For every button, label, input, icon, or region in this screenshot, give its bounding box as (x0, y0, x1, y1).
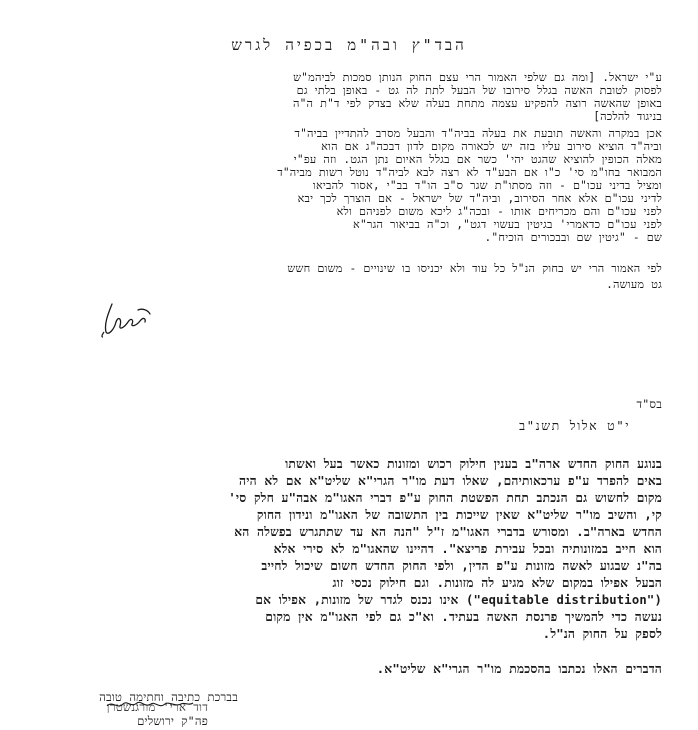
section2-date-label: בס"ד (636, 397, 662, 411)
section2-line: החדש בארה"ב. ומסורש בדברי האגו"מ ז"ל "הנה הא עד שתתגרש בפשלה הא (234, 525, 662, 539)
handwritten-signature-1 (98, 296, 158, 338)
section1-line: אכן במקרה והאשה תובעת את בעלה בביה"ד והבעל מסרב להתדיין בביה"ד (294, 127, 662, 140)
closing-blessing: בברכת כתיבה וחתימה טובה (99, 690, 238, 704)
section1-line: לפסוק לטובת האשה בגלל סירובו של הבעל לתת לה גט - באופן בלתי גם (296, 84, 662, 97)
section1-line: וביה"ד הוציא סירוב עליו בזה יש לכאורה מקום לדון דבכה"ג אם הוא (321, 140, 662, 153)
section2-line: לספק על החוק הנ"ל. (542, 627, 662, 641)
section1-line: ומציל בדיני עכו"ם - וזה מסתו"ת שגר ס"ב הו"ד בב"י ,אסור להביאו (312, 179, 662, 192)
section2-note: הדברים האלו נכתבו בהסכמת מו"ר הגרי"א שליט"א. (376, 662, 662, 676)
section2-line: נעשה כדי להמשיך פרנסת האשה בעתיד. וא"כ גם לפי האגו"מ אין מקום (265, 610, 662, 624)
section1-closing-line: לפי האמור הרי יש בחוק הנ"ל כל עוד ולא יכניסו בו שינויים - משום חשש (287, 262, 662, 275)
section2-line: קי, והשיב מו"ר שליט"א שאין שייכות בין התשובה של האגו"מ ונידון החוק (256, 508, 662, 522)
section2-line: מקום לחשוש גם הנכתב תחת הפשטת החוק ע"פ דברי האגו"מ אבה"ע חלק סי' (228, 491, 662, 505)
section2-date: י"ט אלול תשנ"ב (519, 418, 630, 433)
section2-line: באים להפרד ע"פ ערכאותיהם, שאלו דעת מו"ר הגרי"א שליט"א אם לא היה (239, 474, 662, 488)
section1-line: מאלה הכופין להוציא שהגט יהי' כשר אם בגלל האיום נתן הגט. וזה עפ"י (293, 153, 662, 166)
section1-line: לפני עכו"ם כדאמרי' בגיטין בעשוי דגט", וכ"ה בביאור הגר"א (353, 218, 662, 231)
section2-line: בנוגע החוק החדש ארה"ב בענין חילוק רכוש ומזונות כאשר בעל ואשתו (285, 457, 662, 471)
section1-line: בניגוד להלכה] (593, 110, 662, 123)
section1-line: לפני עכו"ם והם מכריחים אותו - ובכה"ג ליכא משום לפניהם ולא (336, 205, 662, 218)
section2-line: ("equitable distribution") אינו נכנס לגדר של מזונות, אפילו אם (255, 593, 662, 607)
section1-line: באופן שהאשה רוצה להפקיע עצמה מתחת בעלה שלא בצדק לפי ד"ת ה"ה (292, 97, 662, 110)
section2-line: בה"נ שבגוע לאשה מזונות ע"פ הדין, ולפי החוק החדש חשום שיכול לחייב (261, 559, 662, 573)
document-heading: הבד"ץ ובה"מ בכפיה לגרש (231, 36, 467, 54)
section2-line: הוא חייב במזונותיה ובכל עבירת פריצא". דהיינו שהאגו"מ לא סירי אלא (273, 542, 662, 556)
section1-line: המבואר בחו"מ סי' כ"ו אם הבע"ד לא רצה לבא לביה"ד נוטל רשות מביה"ד (277, 166, 662, 179)
closing-place: פה"ק ירושלים (137, 714, 208, 728)
section1-closing-line: גט מעושה. (606, 278, 662, 291)
section2-line: הבעל אפילו במקום שלא מגיע לה מזונות. וגם חילוק נכסי זוג (332, 576, 662, 590)
closing-name: דוד ארי' מורגנשטרן (106, 700, 208, 714)
section1-line: שם - "גיטין שם ובבכורים הוכיח". (484, 231, 662, 244)
section1-line: לדיני עכו"ם אלא אחר הסירוב, וביה"ד של ישראל - אם הוצרך לכך יבא (297, 192, 662, 205)
section1-line: ע"י ישראל. [ומה גם שלפי האמור הרי עצם החוק הנותן סמכות לביהמ"ש (293, 71, 662, 84)
